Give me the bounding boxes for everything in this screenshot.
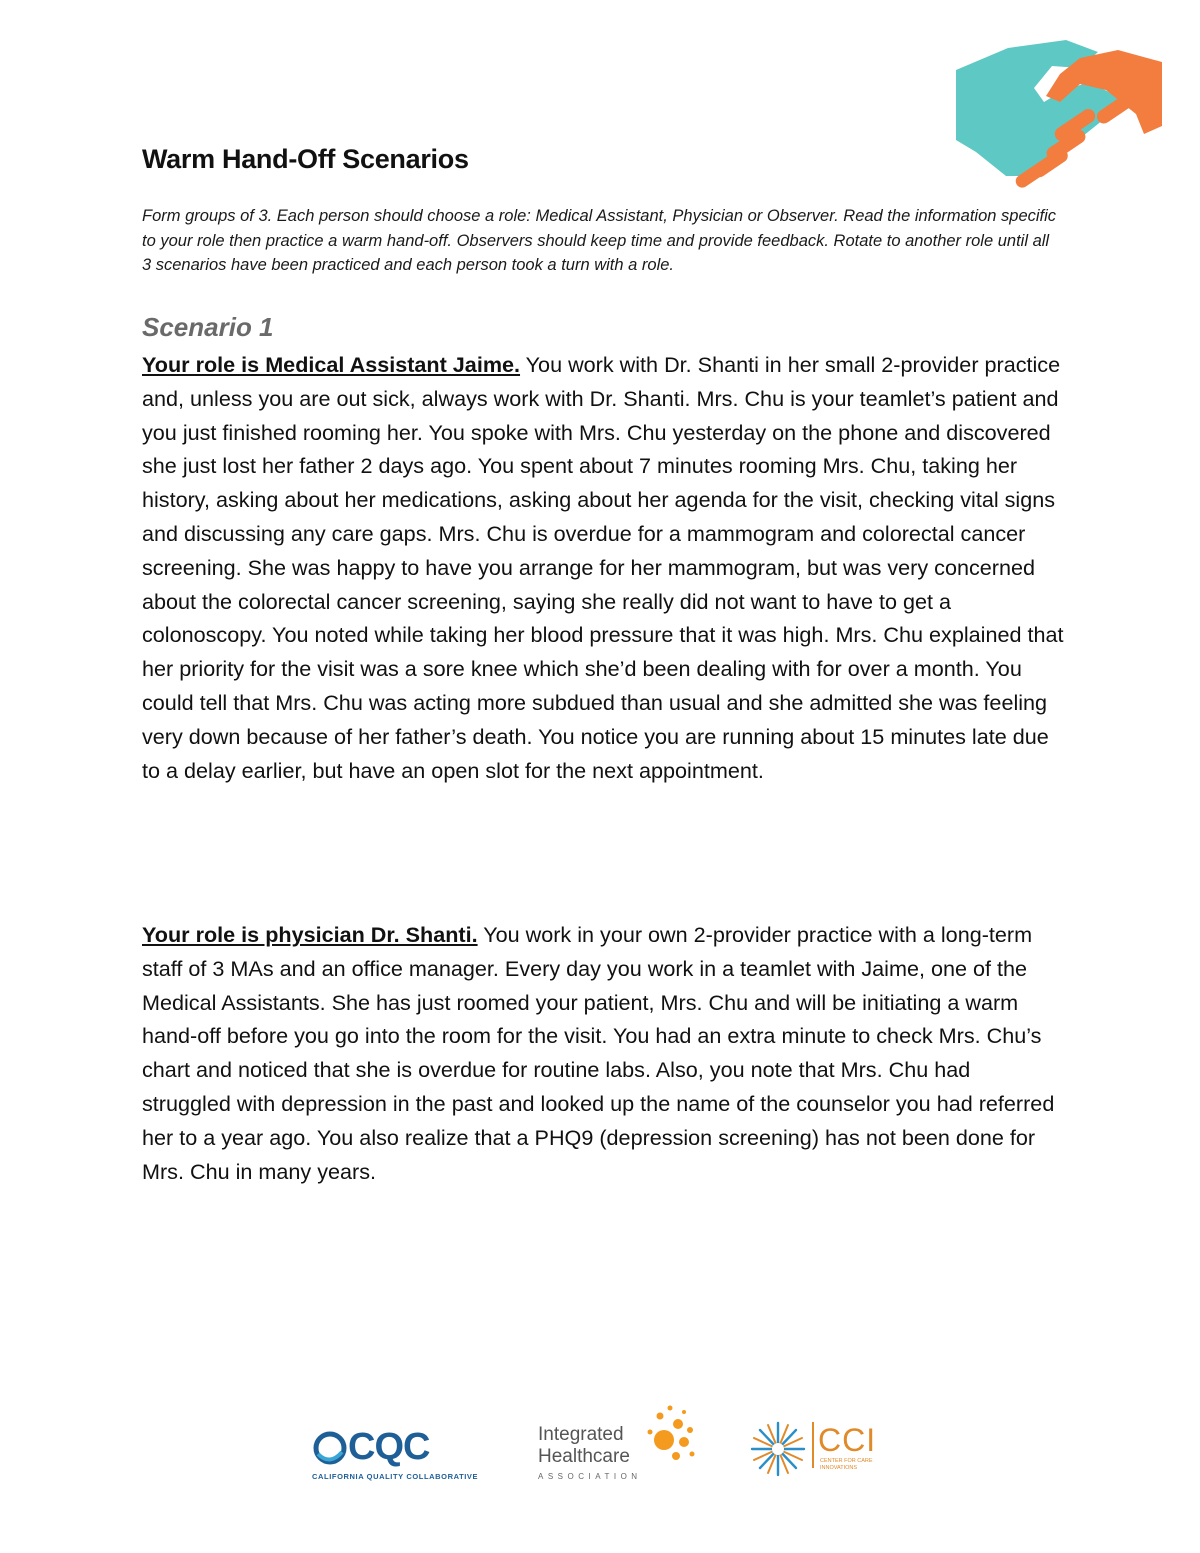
role-label: Your role is Medical Assistant Jaime.	[142, 352, 521, 377]
cci-burst-icon	[748, 1420, 808, 1478]
instructions-paragraph: Form groups of 3. Each person should choose a role: Medical Assistant, Physician or Observer. Read the information specific to your role then practice a warm hand-off. Observers should keep time and provide feedback. Rotate to another role until all 3 scenarios have been practiced and each person took a turn with a role.	[142, 207, 1057, 274]
cci-divider	[812, 1422, 814, 1468]
cqc-wordmark: CQC	[348, 1426, 430, 1468]
physician-role-paragraph	[142, 918, 1064, 1188]
scenario-heading: Scenario 1	[142, 312, 274, 342]
cci-wordmark: CCI	[818, 1422, 877, 1458]
role-description: You work in your own 2-provider practice with a long-term staff of 3 MAs and an office manager. Every day you work in a teamlet with Jaime, one of the Medical Assistants. She has just roomed your patient, Mrs. Chu and will be initiating a warm hand-off before you go into the room for the visit. You had an extra minute to check Mrs. Chu’s chart and noticed that she is overdue for routine labs. Also, you note that Mrs. Chu had struggled with depression in the past and looked up the name of the counselor you had referred her to a year ago. You also realize that a PHQ9 (depression screening) has not been done for Mrs. Chu in many years.	[142, 922, 1055, 1184]
cqc-logo	[312, 1426, 482, 1486]
iha-wordmark-line3: ASSOCIATION	[538, 1472, 642, 1481]
iha-wordmark-line2: Healthcare	[538, 1446, 630, 1467]
handshake-icon	[948, 30, 1164, 206]
iha-wordmark-line1: Integrated	[538, 1424, 624, 1445]
cqc-tagline: CALIFORNIA QUALITY COLLABORATIVE	[312, 1472, 479, 1481]
iha-dots-icon	[640, 1402, 696, 1466]
cqc-swirl-icon	[312, 1430, 348, 1466]
cci-tagline: CENTER FOR CARE INNOVATIONS	[820, 1458, 873, 1471]
role-description: You work with Dr. Shanti in her small 2-provider practice and, unless you are out sick, always work with Dr. Shanti. Mrs. Chu is your teamlet’s patient and you just finished rooming her. You spoke with Mrs. Chu yesterday on the phone and discovered she just lost her father 2 days ago. You spent about 7 minutes rooming Mrs. Chu, taking her history, asking about her medications, asking about her agenda for the visit, checking vital signs and discussing any care gaps. Mrs. Chu is overdue for a mammogram and colorectal cancer screening. She was happy to have you arrange for her mammogram, but was very concerned about the colorectal cancer screening, saying she really did not want to have to get a colonoscopy. You noted while taking her blood pressure that it was high. Mrs. Chu explained that her priority for the visit was a sore knee which she’d been dealing with for over a month. You could tell that Mrs. Chu was acting more subdued than usual and she admitted she was feeling very down because of her father’s death. You notice you are running about 15 minutes late due to a delay earlier, but have an open slot for the next appointment.	[142, 352, 1064, 783]
page-title: Warm Hand-Off Scenarios	[142, 144, 469, 174]
footer-logos	[300, 1396, 900, 1488]
role-label: Your role is physician Dr. Shanti.	[142, 922, 478, 947]
iha-logo	[536, 1402, 696, 1488]
cci-logo	[748, 1418, 888, 1478]
medical-assistant-role-paragraph	[142, 348, 1064, 787]
